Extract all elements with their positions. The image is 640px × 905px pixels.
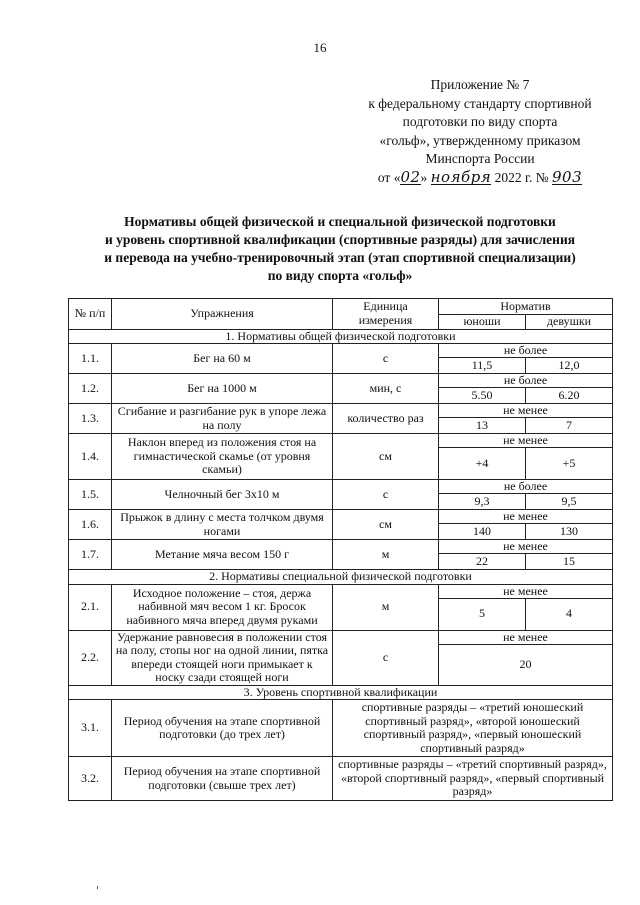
- row-exercise: Исходное положение – стоя, держа набивной мяч весом 1 кг. Бросок набивного мяча вперед двумя руками: [112, 584, 333, 630]
- value-boys: 13: [476, 417, 488, 432]
- section-title-3: 3. Уровень спортивной квалификации: [69, 685, 613, 700]
- standards-table: [68, 298, 613, 801]
- row-unit: количество раз: [333, 404, 439, 434]
- appendix-block: [330, 76, 630, 187]
- page-number: 16: [313, 40, 327, 55]
- row-unit: см: [333, 434, 439, 480]
- header-num: № п/п: [69, 299, 112, 330]
- row-exercise: Бег на 1000 м: [112, 374, 333, 404]
- value-girls: 12,0: [525, 358, 612, 373]
- table-row: [69, 630, 613, 685]
- row-unit: см: [333, 510, 439, 540]
- row-norm: [439, 630, 613, 685]
- norm-condition: не менее: [439, 434, 612, 448]
- norm-condition: не более: [439, 480, 612, 494]
- row-num: 2.2.: [69, 630, 112, 685]
- row-unit: мин, с: [333, 374, 439, 404]
- row-qualification: спортивные разряды – «третий юношеский спортивный разряд», «второй юношеский спортивный разряд», «первый юношеский спортивный разряд»: [333, 700, 613, 757]
- norm-condition: не менее: [439, 631, 612, 645]
- norm-condition: не более: [439, 374, 612, 388]
- value-girls: +5: [525, 448, 612, 479]
- value-girls: 6.20: [525, 388, 612, 403]
- row-num: 1.4.: [69, 434, 112, 480]
- row-exercise: Прыжок в длину с места толчком двумя ногами: [112, 510, 333, 540]
- row-num: 1.7.: [69, 540, 112, 570]
- handwritten-day: 02: [400, 167, 421, 186]
- row-unit: м: [333, 584, 439, 630]
- appendix-date-line: от «02» ноября 2022 г. № 903: [377, 167, 583, 186]
- appendix-title: Приложение № 7: [430, 77, 530, 92]
- value-boys: 140: [473, 523, 491, 538]
- row-exercise: Бег на 60 м: [112, 344, 333, 374]
- row-norm: [439, 540, 613, 570]
- row-exercise: Период обучения на этапе спортивной подготовки (свыше трех лет): [112, 757, 333, 801]
- value-boys: 11,5: [471, 357, 493, 372]
- row-num: 1.2.: [69, 374, 112, 404]
- row-norm: [439, 344, 613, 374]
- header-norm: Норматив: [439, 299, 613, 315]
- row-exercise: Период обучения на этапе спортивной подготовки (до трех лет): [112, 700, 333, 757]
- row-unit: с: [333, 480, 439, 510]
- appendix-line: Минспорта России: [425, 151, 535, 166]
- section-row: [69, 570, 613, 585]
- row-norm: [439, 434, 613, 480]
- value-girls: 7: [525, 418, 612, 433]
- value-girls: 15: [525, 554, 612, 569]
- table-row: [69, 434, 613, 480]
- table-row: [69, 480, 613, 510]
- row-exercise: Наклон вперед из положения стоя на гимнастической скамье (от уровня скамьи): [112, 434, 333, 480]
- norm-condition: не менее: [439, 510, 612, 524]
- table-header-row: [69, 299, 613, 315]
- handwritten-month: ноября: [430, 167, 492, 186]
- row-exercise: Метание мяча весом 150 г: [112, 540, 333, 570]
- header-exercise: Упражнения: [112, 299, 333, 330]
- value-boys: 5.50: [471, 387, 493, 402]
- norm-condition: не менее: [439, 585, 612, 599]
- appendix-line: к федеральному стандарту спортивной: [368, 95, 592, 111]
- scan-mark: [97, 886, 98, 889]
- appendix-line: «гольф», утвержденному приказом: [379, 132, 581, 148]
- table-row: [69, 584, 613, 630]
- header-girls: девушки: [526, 315, 613, 330]
- value-girls: 130: [525, 524, 612, 539]
- value-boys: 22: [476, 553, 488, 568]
- row-unit: с: [333, 630, 439, 685]
- row-qualification: спортивные разряды – «третий спортивный разряд», «второй спортивный разряд», «первый спортивный разряд»: [333, 757, 613, 801]
- header-unit: Единица измерения: [333, 299, 439, 330]
- row-num: 3.1.: [69, 700, 112, 757]
- table-row: [69, 700, 613, 757]
- table-row: [69, 540, 613, 570]
- row-num: 1.3.: [69, 404, 112, 434]
- document-title: Нормативы общей физической и специальной физической подготовки и уровень спортивной квалификации (спортивные разряды) для зачисления и перевода на учебно-тренировочный этап (этап спортивной специализации) по виду спорта «гольф»: [104, 214, 576, 283]
- row-num: 2.1.: [69, 584, 112, 630]
- section-title-1: 1. Нормативы общей физической подготовки: [69, 329, 613, 344]
- row-norm: [439, 584, 613, 630]
- row-norm: [439, 374, 613, 404]
- table-row: [69, 344, 613, 374]
- row-exercise: Сгибание и разгибание рук в упоре лежа на полу: [112, 404, 333, 434]
- header-boys: юноши: [439, 315, 526, 330]
- value-boys: +4: [475, 455, 489, 470]
- table-row: [69, 404, 613, 434]
- row-num: 1.1.: [69, 344, 112, 374]
- row-num: 1.5.: [69, 480, 112, 510]
- row-norm: [439, 404, 613, 434]
- table-row: [69, 374, 613, 404]
- handwritten-order-number: 903: [552, 167, 583, 186]
- table-row: [69, 757, 613, 801]
- value-girls: 4: [525, 599, 612, 630]
- row-num: 1.6.: [69, 510, 112, 540]
- row-unit: м: [333, 540, 439, 570]
- value-both: 20: [519, 656, 532, 671]
- appendix-line: подготовки по виду спорта: [402, 114, 558, 129]
- row-exercise: Челночный бег 3х10 м: [112, 480, 333, 510]
- norm-condition: не менее: [439, 404, 612, 418]
- row-num: 3.2.: [69, 757, 112, 801]
- section-row: [69, 685, 613, 700]
- row-norm: [439, 480, 613, 510]
- norm-condition: не более: [439, 344, 612, 358]
- value-boys: 9,3: [474, 493, 490, 508]
- row-unit: с: [333, 344, 439, 374]
- row-norm: [439, 510, 613, 540]
- value-boys: 5: [479, 606, 485, 621]
- section-title-2: 2. Нормативы специальной физической подготовки: [69, 570, 613, 585]
- row-exercise: Удержание равновесия в положении стоя на полу, стопы ног на одной линии, пятка впереди стоящей ноги примыкает к носку сзади стоящей ноги: [112, 630, 333, 685]
- table-row: [69, 510, 613, 540]
- value-girls: 9,5: [525, 494, 612, 509]
- norm-condition: не менее: [439, 540, 612, 554]
- section-row: [69, 329, 613, 344]
